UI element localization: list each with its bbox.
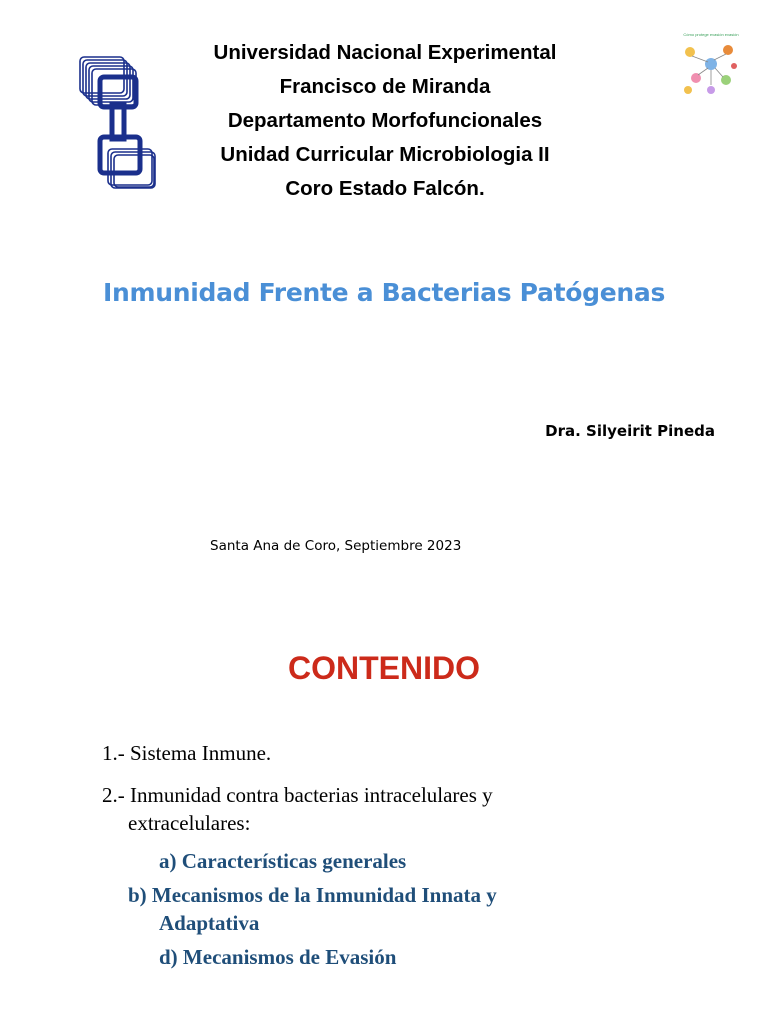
sub-item: a) Características generales	[159, 849, 407, 873]
corner-image-caption: Cómo protege evasión evasión	[683, 32, 739, 37]
institution-line: Coro Estado Falcón.	[285, 177, 485, 200]
list-item: 1.- Sistema Inmune.	[102, 741, 272, 765]
university-logo	[78, 55, 160, 190]
sub-item: d) Mecanismos de Evasión	[159, 945, 397, 969]
contents-heading: CONTENIDO	[288, 650, 480, 686]
institution-line: Unidad Curricular Microbiologia II	[220, 143, 550, 166]
list-item: 2.- Inmunidad contra bacterias intracelulares y	[102, 783, 493, 807]
sub-item: b) Mecanismos de la Inmunidad Innata y	[128, 883, 497, 907]
institution-header	[170, 36, 600, 206]
sub-item-continuation: Adaptativa	[159, 911, 260, 935]
list-item-continuation: extracelulares:	[128, 811, 251, 835]
presentation-title: Inmunidad Frente a Bacterias Patógenas	[102, 278, 666, 307]
place-date: Santa Ana de Coro, Septiembre 2023	[210, 538, 462, 554]
immune-cells-illustration	[678, 30, 744, 102]
institution-line: Universidad Nacional Experimental	[213, 41, 557, 64]
author-name: Dra. Silyeirit Pineda	[545, 422, 715, 440]
institution-line: Departamento Morfofuncionales	[227, 109, 543, 132]
institution-line: Francisco de Miranda	[279, 75, 491, 98]
